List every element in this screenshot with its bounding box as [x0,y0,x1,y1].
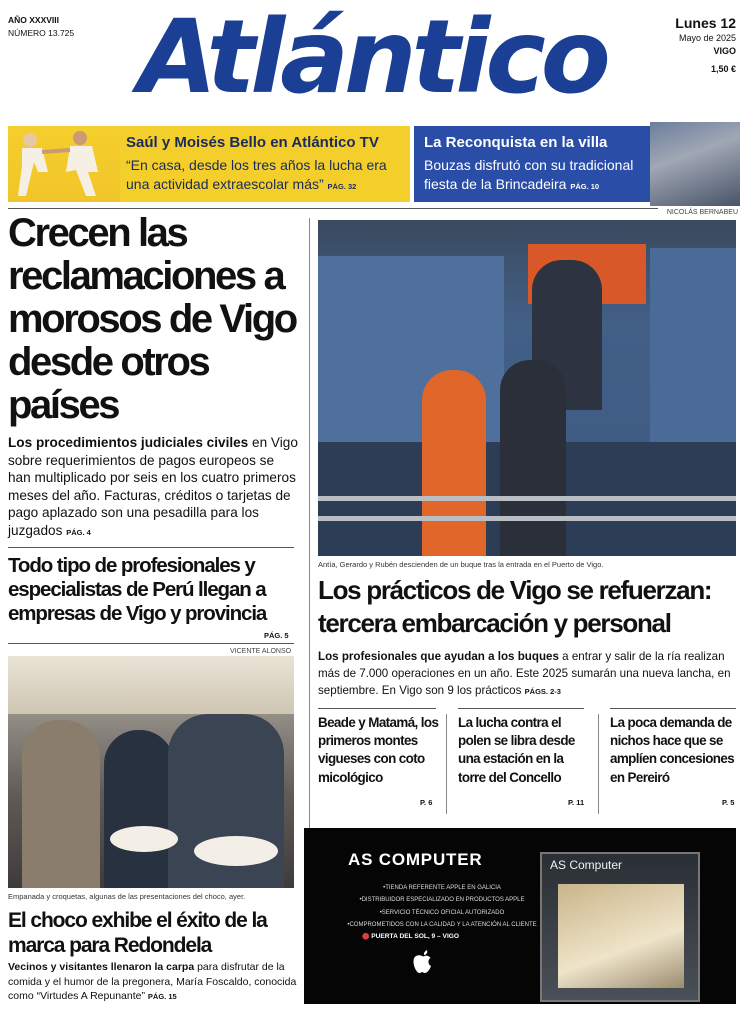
brief-montes[interactable]: Beade y Matamá, los primeros montes vigueses con coto micológico [318,715,439,785]
issue-city: VIGO [713,46,736,56]
promo-villa-photo [650,122,740,206]
brief-montes-page: P. 6 [420,798,433,807]
lead-body: Los procedimientos judiciales civiles en Vigo sobre requerimientos de pagos europeos se han multiplicado por seis en los cuatro primeros meses del año. Facturas, créditos o tarjetas de pago aplazado son una pesadilla para los juzgados PÁG. 4 [8,435,298,538]
promo-villa-text: Bouzas disfrutó con su tradicional fiesta de la Brincadeira PÁG. 10 [424,157,634,192]
location-pin-icon: ⬤ [362,933,370,940]
wrestlers-illustration [8,126,120,202]
promo-tv-page: PÁG. 32 [327,182,357,191]
photo-credit-choco: VICENTE ALONSO [230,648,292,655]
brief-polen[interactable]: La lucha contra el polen se libra desde una estación en la torre del Concello [458,715,575,785]
promo-villa-title: La Reconquista en la villa [424,134,608,151]
brief-nichos-page: P. 5 [722,798,735,807]
promo-villa-page: PÁG. 10 [570,182,600,191]
divider [610,708,736,709]
main-photo [318,220,736,556]
lead-page: PÁG. 4 [66,527,91,537]
main-body: Los profesionales que ayudan a los buques a entrar y salir de la ría realizan más de 7.000 operaciones en un año. Este 2025 sumarán una nueva lancha, en septiembre. En Vigo son 9 los prácticos PÁGS. 2-3 [318,650,731,698]
lead-headline[interactable]: Crecen las reclamaciones a morosos de Vigo desde otros países [8,211,296,427]
choco-caption: Empanada y croquetas, algunas de las presentaciones del choco, ayer. [8,892,246,901]
main-caption: Antía, Gerardo y Rubén descienden de un buque tras la entrada en el Puerto de Vigo. [318,560,604,569]
main-headline[interactable]: Los prácticos de Vigo se refuerzan: tercera embarcación y personal [318,575,712,638]
brief-nichos[interactable]: La poca demanda de nichos hace que se amplíen concesiones en Pereiró [610,715,735,785]
divider [318,708,436,709]
column-divider [446,714,447,814]
issue-date: Mayo de 2025 [678,33,736,43]
store-sign: AS Computer [550,858,623,872]
newspaper-logo[interactable]: Atlántico [138,0,606,117]
advertisement[interactable] [304,828,736,1004]
column-divider [598,714,599,814]
ad-address: ⬤ PUERTA DEL SOL, 9 – VIGO [362,933,460,940]
edition-year: AÑO XXXVIII [8,15,60,25]
promo-tv[interactable] [8,126,410,202]
apple-logo-icon [407,946,437,976]
divider [8,643,294,644]
store-window [558,884,684,988]
photo-credit-villa: NICOLÁS BERNABEU [666,209,738,216]
divider [8,547,294,548]
date-info [675,14,736,76]
divider [458,708,584,709]
choco-headline[interactable]: El choco exhibe el éxito de la marca para Redondela [8,909,267,957]
divider [8,208,658,209]
edition-number: NÚMERO 13.725 [8,28,75,38]
promo-villa[interactable] [414,126,650,202]
issue-day: Lunes 12 [675,15,736,31]
brief-polen-page: P. 11 [568,798,585,807]
choco-photo [8,656,294,888]
peru-headline[interactable]: Todo tipo de profesionales y especialistas de Perú llegan a empresas de Vigo y provincia [8,554,267,625]
main-page: PÁGS. 2-3 [524,687,561,697]
edition-info [8,14,74,40]
ad-services-list: •TIENDA REFERENTE APPLE EN GALICIA •DISTRIBUIDOR ESPECIALIZADO EN PRODUCTOS APPLE •SERVICIO TÉCNICO OFICIAL AUTORIZADO •COMPROMETIDOS CON LA CALIDAD Y LA ATENCIÓN AL CLIENTE [347,885,537,929]
peru-page: PÁG. 5 [264,631,289,640]
choco-body: Vecinos y visitantes llenaron la carpa para disfrutar de la comida y el humor de la pregonera, María Foscaldo, conocida como “Virtudes A Repunante” PÁG. 15 [8,961,297,1002]
promo-tv-title: Saúl y Moisés Bello en Atlántico TV [126,134,379,151]
promo-tv-text: “En casa, desde los tres años la lucha era una actividad extraescolar más” PÁG. 32 [126,157,387,192]
ad-company-name: AS COMPUTER [348,850,483,869]
choco-page: PÁG. 15 [147,992,177,1001]
issue-price: 1,50 € [710,64,736,74]
